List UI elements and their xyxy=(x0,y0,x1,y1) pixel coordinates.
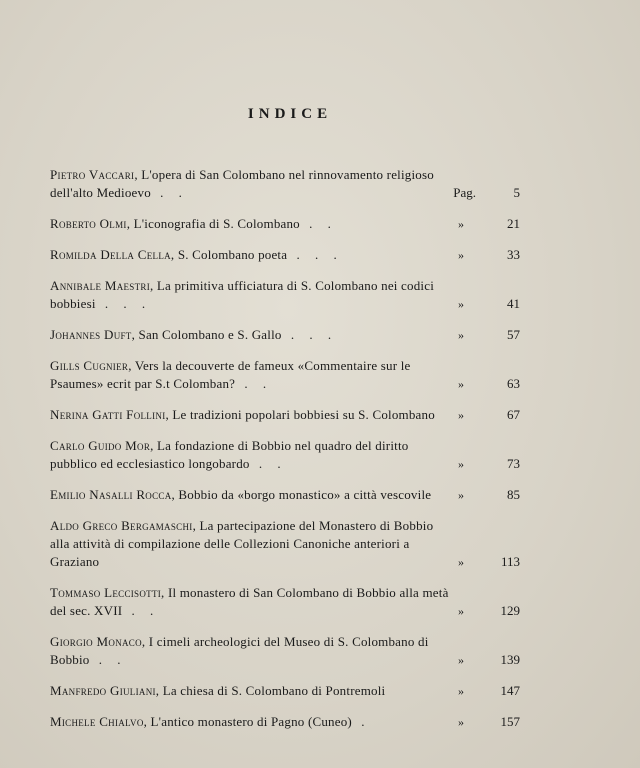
ditto-mark: » xyxy=(458,248,464,262)
entry-author: Emilio Nasalli Rocca xyxy=(50,487,172,502)
entry-page-number: 41 xyxy=(507,296,520,311)
toc-entry xyxy=(50,713,520,731)
entry-page-number: 21 xyxy=(507,216,520,231)
toc-entry xyxy=(50,517,520,571)
leader-dots: . . xyxy=(249,456,287,471)
leader-dots: . . xyxy=(89,652,127,667)
entry-text xyxy=(50,215,450,233)
entry-title: , I cimeli archeologici del Museo di S. Colombano di Bobbio xyxy=(50,634,429,667)
entry-page-number: 85 xyxy=(507,487,520,502)
ditto-mark: » xyxy=(458,684,464,698)
entry-title: , Le tradizioni popolari bobbiesi su S. Colombano xyxy=(165,407,435,422)
entry-page-number: 5 xyxy=(513,185,520,200)
entry-title: , Vers la decouverte de fameux «Commentaire sur le Psaumes» ecrit par S.t Colomban? xyxy=(50,358,411,391)
toc-entry xyxy=(50,277,520,313)
leader-dots: . . xyxy=(299,216,337,231)
entry-title: , L'antico monastero di Pagno (Cuneo) xyxy=(143,714,352,729)
entry-text xyxy=(50,682,450,700)
entry-author: Aldo Greco Bergamaschi xyxy=(50,518,193,533)
entry-author: Johannes Duft xyxy=(50,327,132,342)
entry-author: Michele Chialvo xyxy=(50,714,144,729)
ditto-mark: » xyxy=(458,715,464,729)
leader-dots: . . xyxy=(122,603,160,618)
toc-entry xyxy=(50,682,520,700)
ditto-mark: » xyxy=(458,408,464,422)
entry-page-number: 67 xyxy=(507,407,520,422)
entry-text xyxy=(50,584,450,620)
entry-author: Manfredo Giuliani xyxy=(50,683,156,698)
ditto-mark: » xyxy=(458,488,464,502)
entry-text xyxy=(50,406,450,424)
toc-entry xyxy=(50,166,520,202)
entry-author: Gills Cugnier xyxy=(50,358,129,373)
entry-title: , Il monastero di San Colombano di Bobbio alla metà del sec. XVII xyxy=(50,585,449,618)
ditto-mark: » xyxy=(458,377,464,391)
entry-author: Tommaso Leccisotti xyxy=(50,585,162,600)
ditto-mark: » xyxy=(458,604,464,618)
table-of-contents xyxy=(50,166,520,744)
entry-author: Nerina Gatti Follini xyxy=(50,407,166,422)
entry-page-number: 157 xyxy=(500,714,520,729)
toc-entry xyxy=(50,584,520,620)
entry-text xyxy=(50,326,450,344)
page-title: INDICE xyxy=(247,106,333,122)
entry-author: Carlo Guido Mor xyxy=(50,438,151,453)
entry-title: , La primitiva ufficiatura di S. Colombano nei codici bobbiesi xyxy=(50,278,435,311)
entry-author: Roberto Olmi xyxy=(50,216,127,231)
entry-text xyxy=(50,246,450,264)
entry-title: , San Colombano e S. Gallo xyxy=(131,327,282,342)
toc-entry xyxy=(50,486,520,504)
entry-author: Romilda Della Cella xyxy=(50,247,171,262)
entry-author: Giorgio Monaco xyxy=(50,634,142,649)
entry-title: , L'iconografia di S. Colombano xyxy=(126,216,300,231)
ditto-mark: » xyxy=(458,328,464,342)
toc-entry xyxy=(50,215,520,233)
entry-page-number: 63 xyxy=(507,376,520,391)
entry-page-number: 57 xyxy=(507,327,520,342)
pag-label: Pag. xyxy=(453,185,476,200)
entry-text xyxy=(50,357,450,393)
leader-dots: . . . xyxy=(281,327,338,342)
leader-dots: . xyxy=(351,714,371,729)
entry-title: , Bobbio da «borgo monastico» a città vescovile xyxy=(171,487,432,502)
entry-text xyxy=(50,486,450,504)
entry-page-number: 147 xyxy=(500,683,520,698)
leader-dots: . . xyxy=(235,376,273,391)
entry-text xyxy=(50,166,450,202)
entry-page-number: 129 xyxy=(500,603,520,618)
entry-text xyxy=(50,633,450,669)
ditto-mark: » xyxy=(458,217,464,231)
toc-entry xyxy=(50,326,520,344)
entry-text xyxy=(50,437,450,473)
entry-text xyxy=(50,277,450,313)
leader-dots: . . . xyxy=(287,247,343,262)
toc-entry xyxy=(50,357,520,393)
entry-title: , S. Colombano poeta xyxy=(170,247,288,262)
entry-page-number: 139 xyxy=(500,652,520,667)
ditto-mark: » xyxy=(458,297,464,311)
entry-title: , L'opera di San Colombano nel rinnovamento religioso dell'alto Medioevo xyxy=(50,167,434,200)
entry-page-number: 33 xyxy=(507,247,520,262)
entry-title: , La fondazione di Bobbio nel quadro del diritto pubblico ed ecclesiastico longobardo xyxy=(50,438,409,471)
entry-title: , La partecipazione del Monastero di Bobbio alla attività di compilazione delle Collezioni Canoniche anteriori a Graziano xyxy=(50,518,434,569)
leader-dots: . . xyxy=(150,185,188,200)
entry-text xyxy=(50,713,450,731)
ditto-mark: » xyxy=(458,457,464,471)
toc-entry xyxy=(50,633,520,669)
entry-author: Pietro Vaccari xyxy=(50,167,135,182)
entry-title: , La chiesa di S. Colombano di Pontremoli xyxy=(155,683,386,698)
leader-dots: . . . xyxy=(95,296,152,311)
toc-entry xyxy=(50,406,520,424)
ditto-mark: » xyxy=(458,653,464,667)
entry-page-number: 73 xyxy=(507,456,520,471)
entry-text xyxy=(50,517,450,571)
entry-author: Annibale Maestri xyxy=(50,278,150,293)
ditto-mark: » xyxy=(458,555,464,569)
toc-entry xyxy=(50,246,520,264)
toc-entry xyxy=(50,437,520,473)
entry-page-number: 113 xyxy=(500,554,520,569)
